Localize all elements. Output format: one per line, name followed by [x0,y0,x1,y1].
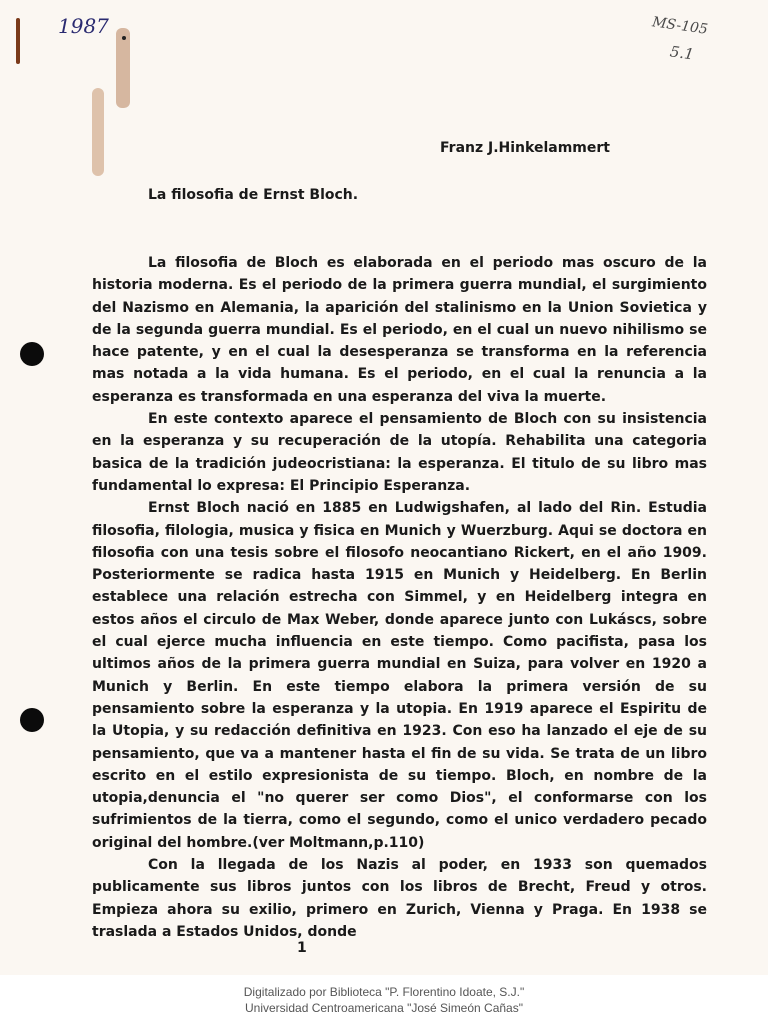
ink-dot [122,36,126,40]
footer-line: Universidad Centroamericana "José Simeón Cañas" [245,1001,523,1015]
digitization-footer [0,984,768,1016]
punch-hole [20,708,44,732]
paragraph: La filosofia de Bloch es elaborada en el periodo mas oscuro de la historia moderna. Es el periodo de la primera guerra mundial, el surgimiento del Nazismo en Alemania, la aparición del stalinismo en la Union Sovietica y de la segunda guerra mundial. Es el periodo, en el cual un nuevo nihilismo se hace patente, y en el cual la desesperanza se transforma en la referencia mas notada a la vida humana. Es el periodo, en el cual la renuncia a la esperanza es transformada en una esperanza del viva la muerte. [92,255,707,405]
handwritten-year: 1987 [58,14,109,38]
paragraph: En este contexto aparece el pensamiento de Bloch con su insistencia en la esperanza y su recuperación de la utopía. Rehabilita una categoria basica de la tradición judeocristiana: la esperanza. El titulo de su libro mas fundamental lo expresa: El Principio Esperanza. [92,411,707,494]
document-title: La filosofia de Ernst Bloch. [148,187,359,203]
page-number: 1 [297,940,307,956]
punch-hole [20,342,44,366]
paragraph: Con la llegada de los Nazis al poder, en 1933 son quemados publicamente sus libros juntos con los libros de Brecht, Freud y otros. Empieza ahora su exilio, primero en Zurich, Vienna y Praga. En 1938 se traslada a Estados Unidos, donde [92,857,707,940]
handwritten-ref-sub: 5.1 [668,42,695,64]
author-name: Franz J.Hinkelammert [440,140,610,156]
body-text [92,252,707,943]
stain-mark [92,88,104,176]
ink-mark [16,18,20,64]
handwritten-ref-code: MS-105 [651,14,709,38]
stain-mark [116,28,130,108]
footer-line: Digitalizado por Biblioteca "P. Florentino Idoate, S.J." [243,985,525,999]
paragraph: Ernst Bloch nació en 1885 en Ludwigshafen, al lado del Rin. Estudia filosofia, filologia, musica y fisica en Munich y Wuerzburg. Aqui se doctora en filosofia con una tesis sobre el filosofo neocantiano Rickert, en el año 1909. Posteriormente se radica hasta 1915 en Munich y Heidelberg. En Berlin establece una relación estrecha con Simmel, y en Heidelberg integra en estos años el circulo de Max Weber, donde aparece junto con Lukáscs, sobre el cual ejerce mucha influencia en este tiempo. Como pacifista, pasa los ultimos años de la primera guerra mundial en Suiza, para volver en 1920 a Munich y Berlin. En este tiempo elabora la primera versión de su pensamiento sobre la esperanza y la utopia. En 1919 aparece el Espiritu de la Utopia, y su redacción definitiva en 1923. Con eso ha lanzado el eje de su pensamiento, que va a mantener hasta el fin de su vida. Se trata de un libro escrito en el estilo expresionista de su tiempo. Bloch, en nombre de la utopia,denuncia el "no querer ser como Dios", el conformarse con los sufrimientos de la tierra, como el segundo, como el unico verdadero pecado original del hombre.(ver Moltmann,p.110) [92,500,707,851]
